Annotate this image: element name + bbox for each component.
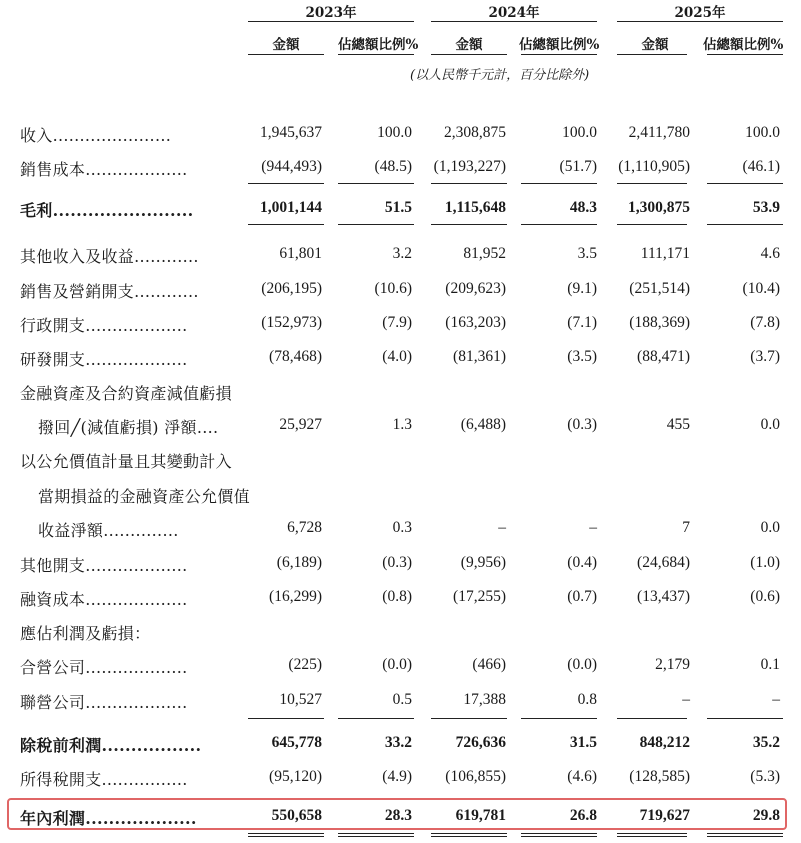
- row-label: [20, 123, 171, 146]
- leader-dots: ............: [134, 247, 199, 266]
- table-cell: (3.7): [750, 348, 780, 365]
- table-cell: (0.0): [382, 656, 412, 673]
- table-cell: (4.0): [382, 348, 412, 365]
- leader-dots: ...................: [85, 658, 188, 677]
- table-cell: 1,115,648: [444, 199, 506, 216]
- row-label-text: 所得稅開支: [20, 770, 102, 789]
- table-cell: (0.7): [567, 588, 597, 605]
- table-cell: 0.5: [392, 691, 412, 708]
- row-label-text: 應佔利潤及虧損：: [20, 624, 151, 643]
- col-header-ratio-2023: 佔總額比例%: [338, 37, 419, 53]
- table-cell: 100.0: [377, 124, 412, 141]
- rule-line: [248, 183, 324, 184]
- rule-line: [617, 224, 687, 225]
- row-label-text: 行政開支: [20, 316, 86, 335]
- leader-dots: ...................: [85, 590, 188, 609]
- table-cell: 3.2: [392, 245, 412, 262]
- row-label-text: 金融資產及合約資產減值虧損: [20, 384, 232, 403]
- rule-line: [617, 183, 687, 184]
- table-cell: 26.8: [569, 807, 597, 824]
- table-cell: 48.3: [569, 199, 597, 216]
- row-label: [20, 733, 201, 756]
- table-cell: (1.0): [750, 554, 780, 571]
- rule-line: [617, 836, 687, 837]
- leader-dots: ...................: [85, 160, 188, 179]
- row-label: [20, 449, 232, 472]
- rule-line: [338, 224, 414, 225]
- table-cell: 25,927: [279, 416, 322, 433]
- table-cell: 1,300,875: [628, 199, 690, 216]
- table-cell: 0.0: [760, 416, 780, 433]
- table-cell: (7.1): [567, 314, 597, 331]
- table-cell: 29.8: [752, 807, 780, 824]
- table-cell: (0.4): [567, 554, 597, 571]
- table-cell: (17,255): [453, 588, 506, 605]
- table-cell: 33.2: [384, 734, 412, 751]
- rule-line: [338, 833, 414, 834]
- table-cell: (209,623): [445, 280, 506, 297]
- rule-line: [248, 718, 324, 719]
- row-label: [20, 553, 188, 576]
- table-cell: 0.0: [760, 519, 780, 536]
- table-cell: (78,468): [269, 348, 322, 365]
- row-label-text: 除稅前利潤: [20, 736, 102, 755]
- rule-line: [248, 224, 324, 225]
- table-cell: (81,361): [453, 348, 506, 365]
- table-cell: 31.5: [569, 734, 597, 751]
- leader-dots: ........................: [52, 201, 194, 220]
- col-header-ratio-2024: 佔總額比例%: [519, 37, 600, 53]
- table-cell: 10,527: [279, 691, 322, 708]
- rule-line: [707, 718, 783, 719]
- table-cell: 35.2: [752, 734, 780, 751]
- row-label: [20, 313, 188, 336]
- table-cell: (0.3): [382, 554, 412, 571]
- table-cell: (24,684): [637, 554, 690, 571]
- table-cell: (51.7): [559, 158, 597, 175]
- row-label: [20, 690, 188, 713]
- row-label: [20, 587, 188, 610]
- row-label: [20, 655, 188, 678]
- rule-line: [521, 836, 597, 837]
- table-cell: (0.6): [750, 588, 780, 605]
- table-cell: 848,212: [639, 734, 690, 751]
- table-cell: (7.9): [382, 314, 412, 331]
- rule-line: [707, 183, 783, 184]
- col-header-ratio-2025: 佔總額比例%: [703, 37, 784, 53]
- table-cell: (10.6): [374, 280, 412, 297]
- rule-line: [431, 833, 507, 834]
- rule-line: [707, 836, 783, 837]
- table-cell: (0.8): [382, 588, 412, 605]
- table-cell: (163,203): [445, 314, 506, 331]
- rule-line: [707, 224, 783, 225]
- row-label-text: 其他收入及收益: [20, 247, 135, 266]
- rule-line: [338, 836, 414, 837]
- row-label-text: 撥回╱(減值虧損) 淨額: [38, 418, 197, 437]
- table-cell: –: [589, 519, 597, 536]
- table-cell: 17,388: [463, 691, 506, 708]
- leader-dots: ...................: [85, 316, 188, 335]
- year-header-2023: 2023年: [305, 5, 357, 21]
- table-cell: 455: [666, 416, 690, 433]
- table-cell: (206,195): [261, 280, 322, 297]
- table-cell: 100.0: [562, 124, 597, 141]
- table-cell: (0.3): [567, 416, 597, 433]
- row-label: [20, 621, 150, 644]
- table-cell: 61,801: [279, 245, 322, 262]
- table-cell: 0.1: [760, 656, 780, 673]
- table-cell: (88,471): [637, 348, 690, 365]
- table-cell: (48.5): [374, 158, 412, 175]
- rule-line: [431, 183, 507, 184]
- leader-dots: ...................: [85, 350, 188, 369]
- table-cell: (944,493): [261, 158, 322, 175]
- table-cell: (6,189): [276, 554, 322, 571]
- leader-dots: ....: [196, 418, 219, 437]
- leader-dots: .................: [101, 736, 202, 755]
- table-cell: (152,973): [261, 314, 322, 331]
- col-header-amount-2024: 金額: [455, 37, 483, 53]
- row-label-text: 銷售成本: [20, 160, 86, 179]
- row-label-text: 融資成本: [20, 590, 86, 609]
- table-cell: (13,437): [637, 588, 690, 605]
- table-cell: 6,728: [287, 519, 322, 536]
- table-cell: (0.0): [567, 656, 597, 673]
- rule-line: [617, 833, 687, 834]
- leader-dots: ...................: [85, 556, 188, 575]
- table-cell: 53.9: [752, 199, 780, 216]
- rule-line: [707, 833, 783, 834]
- rule-line: [338, 718, 414, 719]
- table-cell: 111,171: [640, 245, 690, 262]
- highlight-box-net-profit: [7, 798, 787, 830]
- leader-dots: ............: [134, 282, 199, 301]
- year-header-2025: 2025年: [674, 5, 726, 21]
- rule-line: [521, 718, 597, 719]
- row-label: [20, 347, 188, 370]
- table-cell: (9,956): [460, 554, 506, 571]
- table-cell: (3.5): [567, 348, 597, 365]
- table-cell: (16,299): [269, 588, 322, 605]
- rule-line: [521, 833, 597, 834]
- row-label: [38, 415, 218, 438]
- col-header-amount-2023: 金額: [272, 37, 300, 53]
- table-cell: 2,411,780: [628, 124, 690, 141]
- leader-dots: ...................: [85, 809, 197, 828]
- row-label-text: 年內利潤: [20, 809, 86, 828]
- table-cell: 3.5: [577, 245, 597, 262]
- table-cell: 1,001,144: [260, 199, 322, 216]
- row-label-text: 收益淨額: [38, 521, 104, 540]
- rule-line: [521, 224, 597, 225]
- table-cell: 28.3: [384, 807, 412, 824]
- table-cell: (6,488): [460, 416, 506, 433]
- table-cell: (5.3): [750, 768, 780, 785]
- rule-line: [431, 224, 507, 225]
- table-cell: (466): [472, 656, 506, 673]
- table-cell: 7: [682, 519, 690, 536]
- table-cell: (106,855): [445, 768, 506, 785]
- table-cell: 2,308,875: [444, 124, 506, 141]
- table-cell: (10.4): [742, 280, 780, 297]
- table-cell: 1.3: [392, 416, 412, 433]
- table-cell: (9.1): [567, 280, 597, 297]
- rule-line: [431, 718, 507, 719]
- table-cell: 619,781: [455, 807, 506, 824]
- table-cell: 100.0: [745, 124, 780, 141]
- table-cell: (128,585): [629, 768, 690, 785]
- year-header-2024: 2024年: [488, 5, 540, 21]
- row-label-text: 合營公司: [20, 658, 86, 677]
- table-cell: –: [498, 519, 506, 536]
- table-cell: 1,945,637: [260, 124, 322, 141]
- table-cell: 4.6: [760, 245, 780, 262]
- table-cell: (4.9): [382, 768, 412, 785]
- rule-line: [617, 718, 687, 719]
- row-label-text: 毛利: [20, 201, 53, 220]
- rule-line: [338, 183, 414, 184]
- leader-dots: ................: [101, 770, 188, 789]
- table-cell: 550,658: [271, 807, 322, 824]
- rule-line: [248, 836, 324, 837]
- table-cell: (1,110,905): [618, 158, 690, 175]
- leader-dots: ......................: [52, 126, 172, 145]
- table-cell: 645,778: [271, 734, 322, 751]
- table-cell: (4.6): [567, 768, 597, 785]
- row-label-text: 銷售及營銷開支: [20, 282, 135, 301]
- table-cell: (46.1): [742, 158, 780, 175]
- table-cell: (251,514): [629, 280, 690, 297]
- col-header-amount-2025: 金額: [641, 37, 669, 53]
- table-cell: (1,193,227): [433, 158, 506, 175]
- table-cell: 0.8: [577, 691, 597, 708]
- table-cell: (188,369): [629, 314, 690, 331]
- table-cell: 51.5: [384, 199, 412, 216]
- table-cell: (95,120): [269, 768, 322, 785]
- row-label-text: 研發開支: [20, 350, 86, 369]
- row-label-text: 聯營公司: [20, 693, 86, 712]
- row-label: [20, 157, 188, 180]
- table-cell: (7.8): [750, 314, 780, 331]
- table-cell: –: [682, 691, 690, 708]
- row-label: [38, 518, 179, 541]
- leader-dots: ...................: [85, 693, 188, 712]
- row-label: [20, 198, 194, 221]
- table-cell: 726,636: [455, 734, 506, 751]
- row-label-text: 以公允價值計量且其變動計入: [20, 452, 232, 471]
- row-label-text: 收入: [20, 126, 53, 145]
- row-label: [38, 484, 250, 507]
- row-label: [20, 244, 199, 267]
- table-cell: 0.3: [392, 519, 412, 536]
- table-cell: 81,952: [463, 245, 506, 262]
- rule-line: [431, 836, 507, 837]
- row-label: [20, 381, 232, 404]
- table-cell: 2,179: [655, 656, 690, 673]
- rule-line: [248, 833, 324, 834]
- leader-dots: ..............: [103, 521, 179, 540]
- row-label: [20, 767, 188, 790]
- row-label-text: 當期損益的金融資產公允價值: [38, 487, 250, 506]
- unit-note: (以人民幣千元計，百分比除外): [410, 68, 590, 83]
- row-label-text: 其他開支: [20, 556, 86, 575]
- rule-line: [521, 183, 597, 184]
- table-cell: –: [772, 691, 780, 708]
- table-cell: 719,627: [639, 807, 690, 824]
- table-cell: (225): [288, 656, 322, 673]
- row-label: [20, 279, 199, 302]
